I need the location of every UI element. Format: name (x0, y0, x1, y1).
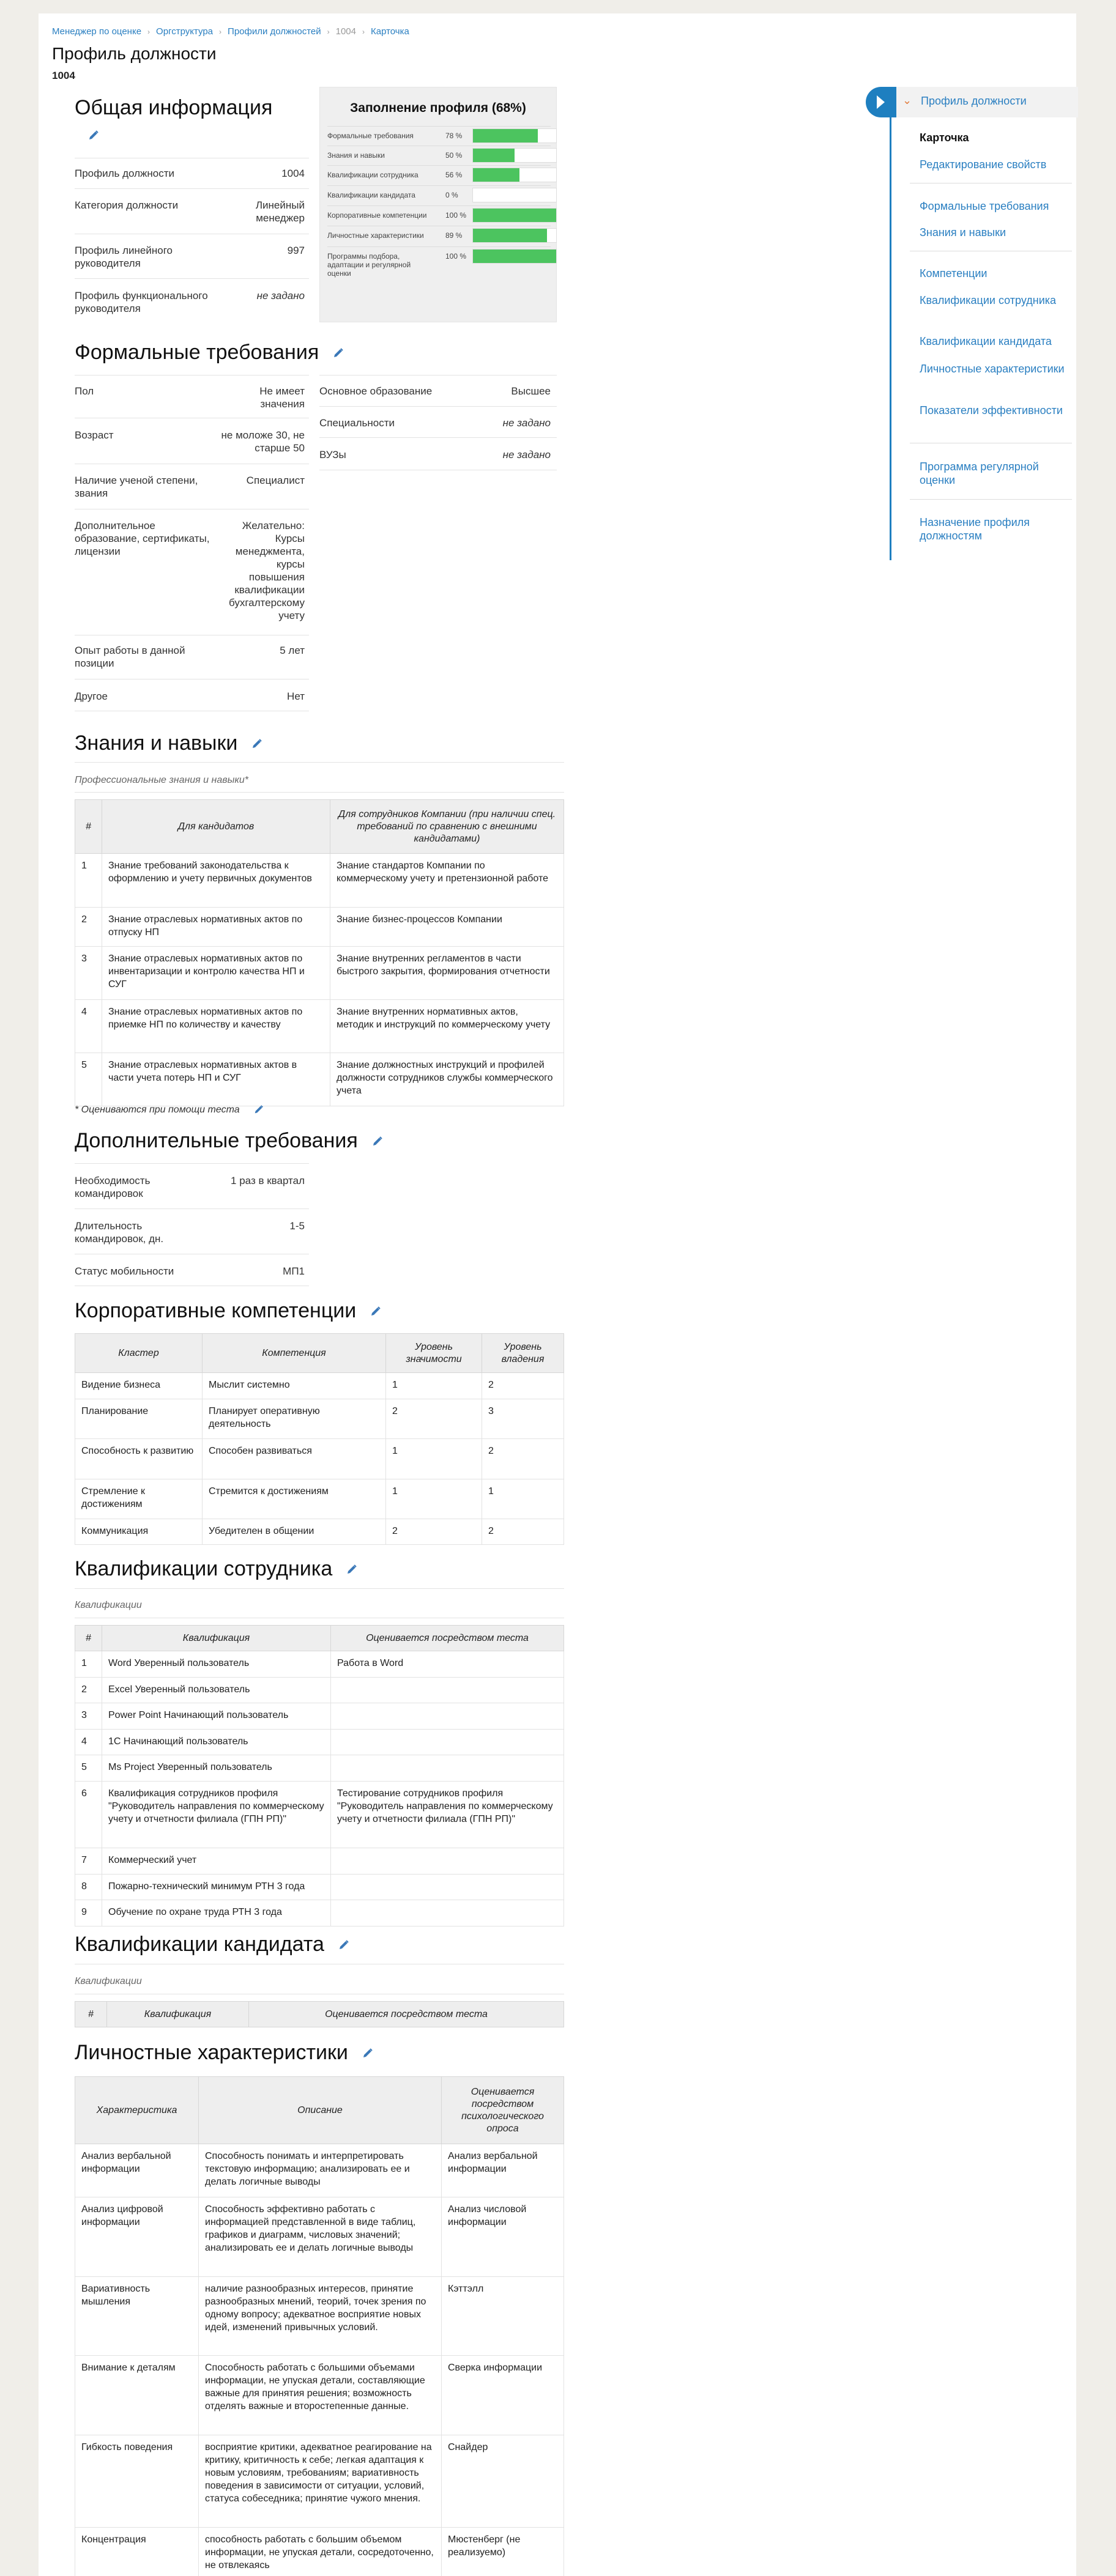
col-header: Характеристика (75, 2077, 199, 2144)
table-row (75, 908, 564, 947)
formal-label: Пол (75, 385, 94, 397)
col-header: # (75, 800, 102, 854)
cell: Анализ вербальной информации (442, 2144, 564, 2197)
fill-percent: 100 % (445, 211, 467, 220)
knowledge-section-title (75, 731, 263, 755)
cell: Сверка информации (442, 2356, 564, 2435)
table-row (75, 947, 564, 1000)
fill-label: Личностные характеристики (327, 231, 424, 240)
breadcrumb-org-structure[interactable]: Оргструктура (156, 26, 214, 37)
col-header: # (75, 2002, 107, 2027)
cell: Концентрация (75, 2528, 199, 2576)
edit-emp-quals-pencil-icon[interactable] (346, 1563, 358, 1575)
table-row (75, 1678, 564, 1703)
fill-row (327, 226, 551, 244)
col-header: Оценивается посредством теста (331, 1626, 564, 1651)
edit-general-pencil-icon[interactable] (87, 129, 100, 141)
cell: 3 (75, 1703, 102, 1730)
breadcrumb-profile-id: 1004 (335, 26, 356, 37)
cell: 2 (482, 1519, 564, 1545)
fill-row (327, 165, 551, 183)
formal-label: Специальности (319, 417, 395, 429)
formal-label: Наличие ученой степени, звания (75, 475, 198, 499)
competencies-table (75, 1333, 564, 1545)
col-header: Уровень владения (482, 1334, 564, 1373)
sidebar-item-assign-profile[interactable]: Назначение профиля должностям (920, 516, 1030, 542)
edit-extra-pencil-icon[interactable] (371, 1135, 384, 1147)
general-value: 1004 (281, 168, 305, 179)
competencies-section-title (75, 1299, 382, 1323)
fill-row (327, 205, 551, 224)
general-section-title (75, 96, 272, 120)
fill-label: Формальные требования (327, 131, 414, 140)
cell: 1 (75, 1651, 102, 1678)
chevron-right-icon: › (362, 27, 365, 36)
col-header: Уровень значимости (386, 1334, 482, 1373)
knowledge-title-text: Знания и навыки (75, 731, 238, 755)
table-row (75, 2528, 564, 2576)
cell: 4 (75, 1730, 102, 1755)
col-header: Квалификация (107, 2002, 249, 2027)
cell: 4 (75, 1000, 102, 1053)
page-id: 1004 (52, 70, 75, 81)
table-row (75, 1900, 564, 1926)
general-label: Профиль линейного руководителя (75, 245, 173, 269)
sidebar-item-kpi[interactable]: Показатели эффективности (920, 404, 1063, 416)
cell: 1С Начинающий пользователь (102, 1730, 331, 1755)
fill-row (327, 126, 551, 144)
cell: 9 (75, 1900, 102, 1926)
cell: Способен развиваться (203, 1439, 386, 1479)
cell (331, 1678, 564, 1703)
formal-label: Другое (75, 690, 108, 702)
formal-value: Высшее (511, 385, 551, 397)
fill-label: Знания и навыки (327, 151, 385, 160)
table-row (75, 2144, 564, 2197)
table-row (75, 1399, 564, 1439)
personal-section-title (75, 2041, 374, 2065)
emp-quals-section-title (75, 1557, 358, 1581)
table-row (75, 1439, 564, 1479)
general-value: Линейный менеджер (255, 199, 305, 224)
competencies-title-text: Корпоративные компетенции (75, 1299, 357, 1322)
fill-bar (472, 249, 557, 264)
cell: Способность работать с большими объемами информации, не упуская детали, составляющие важные для принятия решения; возможность отделять важные и второстепенные данные. (199, 2356, 442, 2435)
cell: способность работать с большим объемом информации, не упуская детали, сосредоточенно, не отвлекаясь (199, 2528, 442, 2576)
formal-value: не моложе 30, не старше 50 (221, 429, 305, 454)
cell: Способность понимать и интерпретировать текстовую информацию; анализировать ее и делать логичные выводы (199, 2144, 442, 2197)
formal-value: не задано (502, 417, 551, 429)
formal-label: Основное образование (319, 385, 433, 397)
table-row (75, 1703, 564, 1730)
fill-label: Квалификации сотрудника (327, 171, 418, 179)
knowledge-subtitle: Профессиональные знания и навыки* (75, 775, 249, 785)
cell: 3 (75, 947, 102, 1000)
table-row (75, 1848, 564, 1875)
cell: 1 (386, 1479, 482, 1519)
play-arrow-icon (877, 95, 885, 109)
cell: Анализ цифровой информации (75, 2197, 199, 2277)
table-row (75, 1875, 564, 1900)
fill-bar (472, 128, 557, 143)
cell: Анализ вербальной информации (75, 2144, 199, 2197)
cell: 2 (75, 1678, 102, 1703)
cand-quals-title-text: Квалификации кандидата (75, 1933, 324, 1956)
cell: Квалификация сотрудников профиля "Руководитель направления по коммерческому учету и отчетности филиала (ГПН РП)" (102, 1782, 331, 1848)
cell: Работа в Word (331, 1651, 564, 1678)
cell: наличие разнообразных интересов, принятие разнообразных мнений, теорий, точек зрения по одному вопросу; адекватное восприятие новых идей, изменений привычных условий. (199, 2277, 442, 2356)
cell: Анализ числовой информации (442, 2197, 564, 2277)
cell: Знание отраслевых нормативных актов по инвентаризации и контролю качества НП и СУГ (102, 947, 330, 1000)
cell: Мыслит системно (203, 1373, 386, 1399)
fill-percent: 89 % (445, 231, 463, 240)
cell: Мюстенберг (не реализуемо) (442, 2528, 564, 2576)
cell: 2 (386, 1399, 482, 1439)
formal-value: Желательно: Курсы менеджмента, курсы повышения квалификации бухгалтерскому учету (228, 520, 305, 621)
cell: Снайдер (442, 2435, 564, 2528)
formal-title-text: Формальные требования (75, 341, 319, 364)
col-header: Оценивается посредством психологического опроса (442, 2077, 564, 2144)
cell: Видение бизнеса (75, 1373, 203, 1399)
cell: Способность к развитию (75, 1439, 203, 1479)
breadcrumb-job-profiles[interactable]: Профили должностей (228, 26, 321, 37)
extra-value: 1-5 (289, 1220, 305, 1232)
cell: 1 (386, 1439, 482, 1479)
knowledge-table (75, 799, 564, 1106)
chevron-right-icon: › (219, 27, 222, 36)
knowledge-footnote (75, 1104, 266, 1116)
cell: Знание внутренних нормативных актов, методик и инструкций по коммерческому учету (330, 1000, 564, 1053)
col-header: # (75, 1626, 102, 1651)
fill-label: Программы подбора, адаптации и регулярной оценки (327, 252, 411, 278)
cell (331, 1730, 564, 1755)
cell: Способность эффективно работать с информацией представленной в виде таблиц, графиков и диаграмм, числовых значений; анализировать ее и делать логичные выводы (199, 2197, 442, 2277)
cand-quals-table (75, 2001, 564, 2027)
general-value: 997 (287, 245, 305, 256)
edit-cand-quals-pencil-icon[interactable] (338, 1939, 350, 1951)
cell: 3 (482, 1399, 564, 1439)
cell: Знание отраслевых нормативных актов по отпуску НП (102, 908, 330, 947)
chevron-right-icon: › (327, 27, 330, 36)
breadcrumb-assessment-manager[interactable]: Менеджер по оценке (52, 26, 142, 37)
fill-percent: 78 % (445, 131, 463, 140)
cell: Коммуникация (75, 1519, 203, 1545)
fill-row (327, 246, 551, 277)
cell: 6 (75, 1782, 102, 1848)
fill-bar (472, 228, 557, 243)
fill-percent: 56 % (445, 171, 463, 179)
col-header: Для сотрудников Компании (при наличии спец. требований по сравнению с внешними кандидатами) (330, 800, 564, 854)
general-label: Профиль должности (75, 168, 175, 179)
col-header: Описание (199, 2077, 442, 2144)
table-row (75, 2356, 564, 2435)
edit-knowledge-pencil-icon[interactable] (251, 738, 263, 750)
cell: 7 (75, 1848, 102, 1875)
table-row (75, 1651, 564, 1678)
formal-label: Опыт работы в данной позиции (75, 645, 185, 669)
extra-label: Длительность командировок, дн. (75, 1220, 164, 1245)
sidebar-item-knowledge[interactable]: Знания и навыки (920, 226, 1006, 239)
table-row (75, 1782, 564, 1848)
sidebar-item-formal[interactable]: Формальные требования (920, 200, 1049, 212)
formal-label: ВУЗы (319, 449, 346, 461)
col-header: Оценивается посредством теста (249, 2002, 564, 2027)
formal-label: Дополнительное образование, сертификаты, лицензии (75, 520, 210, 557)
table-row (75, 2435, 564, 2528)
cell: Тестирование сотрудников профиля "Руководитель направления по коммерческому учету и отчетности филиала (ГПН РП)" (331, 1782, 564, 1848)
general-label: Профиль функционального руководителя (75, 290, 208, 314)
profile-fill-panel (319, 87, 557, 322)
cell: Знание отраслевых нормативных актов по приемке НП по количеству и качеству (102, 1000, 330, 1053)
table-row (75, 1519, 564, 1545)
col-header: Для кандидатов (102, 800, 330, 854)
chevron-right-icon: › (147, 27, 151, 36)
extra-value: МП1 (283, 1265, 305, 1277)
sidebar-header-label: Профиль должности (921, 95, 1027, 107)
formal-value: Специалист (246, 475, 305, 486)
cell: Ms Project Уверенный пользователь (102, 1755, 331, 1782)
table-row (75, 1000, 564, 1053)
cell: Знание должностных инструкций и профилей должности сотрудников службы коммерческого учета (330, 1053, 564, 1106)
cell: Планирует оперативную деятельность (203, 1399, 386, 1439)
extra-label: Статус мобильности (75, 1265, 174, 1277)
cell: 2 (75, 908, 102, 947)
formal-value: 5 лет (280, 645, 305, 656)
extra-value: 1 раз в квартал (231, 1175, 305, 1186)
cell: 2 (482, 1373, 564, 1399)
table-row (75, 2197, 564, 2277)
edit-personal-pencil-icon[interactable] (362, 2047, 374, 2059)
cell: Знание требований законодательства к оформлению и учету первичных документов (102, 854, 330, 908)
table-row (75, 854, 564, 908)
extra-label: Необходимость командировок (75, 1175, 151, 1199)
breadcrumb-card[interactable]: Карточка (371, 26, 409, 37)
cell: восприятие критики, адекватное реагирование на критику, критичность к себе; легкая адаптация к новым условиям, требованиям; вариативность поведения в зависимости от ситуации, условий, статуса собеседника; принятие чужого мнения. (199, 2435, 442, 2528)
cell: Планирование (75, 1399, 203, 1439)
formal-section-title (75, 341, 344, 365)
cell (331, 1875, 564, 1900)
table-row (75, 1755, 564, 1782)
emp-quals-title-text: Квалификации сотрудника (75, 1557, 333, 1580)
general-value: не задано (256, 290, 305, 302)
sidebar-item-emp-quals[interactable]: Квалификации сотрудника (920, 294, 1057, 306)
cell: Пожарно-технический минимум РТН 3 года (102, 1875, 331, 1900)
sidebar-item-competencies[interactable]: Компетенции (920, 267, 988, 279)
cell: 2 (482, 1439, 564, 1479)
cell: Внимание к деталям (75, 2356, 199, 2435)
sidebar-item-regular-assessment[interactable]: Программа регулярной оценки (920, 461, 1039, 486)
cell: 1 (75, 854, 102, 908)
formal-value: Не имеет значения (259, 385, 305, 410)
breadcrumb (52, 26, 409, 37)
fill-percent: 100 % (445, 252, 467, 261)
table-row (75, 1479, 564, 1519)
formal-value: Нет (287, 690, 305, 702)
cell: Word Уверенный пользователь (102, 1651, 331, 1678)
cell (331, 1848, 564, 1875)
cell (331, 1900, 564, 1926)
emp-quals-subtitle: Квалификации (75, 1600, 142, 1610)
formal-value: не задано (502, 449, 551, 461)
cell: Гибкость поведения (75, 2435, 199, 2528)
fill-row (327, 146, 551, 164)
edit-footnote-pencil-icon[interactable] (253, 1104, 266, 1116)
sidebar (890, 87, 1076, 560)
fill-bar (472, 148, 557, 163)
chevron-down-icon: ⌄ (902, 94, 912, 106)
cell: Стремление к достижениям (75, 1479, 203, 1519)
edit-formal-pencil-icon[interactable] (332, 347, 344, 359)
table-row (75, 1373, 564, 1399)
cand-quals-section-title (75, 1933, 350, 1956)
fill-row (327, 185, 551, 204)
cell: Знание отраслевых нормативных актов в части учета потерь НП и СУГ (102, 1053, 330, 1106)
footnote-text: * Оцениваются при помощи теста (75, 1105, 240, 1115)
personal-title-text: Личностные характеристики (75, 2041, 348, 2064)
fill-label: Корпоративные компетенции (327, 211, 427, 220)
cell (331, 1703, 564, 1730)
cell: 1 (386, 1373, 482, 1399)
sidebar-toggle-button[interactable] (866, 87, 896, 117)
cell: 5 (75, 1053, 102, 1106)
general-label: Категория должности (75, 199, 179, 211)
cell: Знание внутренних регламентов в части быстрого закрытия, формирования отчетности (330, 947, 564, 1000)
fill-bar (472, 188, 557, 202)
cell: 2 (386, 1519, 482, 1545)
cell: Знание бизнес-процессов Компании (330, 908, 564, 947)
fill-percent: 0 % (445, 191, 458, 199)
profile-fill-title: Заполнение профиля (68%) (350, 101, 526, 115)
extra-section-title (75, 1129, 384, 1153)
page-title: Профиль должности (52, 44, 217, 63)
cell: Коммерческий учет (102, 1848, 331, 1875)
col-header: Кластер (75, 1334, 203, 1373)
cell: 5 (75, 1755, 102, 1782)
sidebar-header[interactable] (891, 87, 1078, 117)
cell: 8 (75, 1875, 102, 1900)
extra-title-text: Дополнительные требования (75, 1129, 358, 1152)
edit-competencies-pencil-icon[interactable] (370, 1305, 382, 1317)
cell: Обучение по охране труда РТН 3 года (102, 1900, 331, 1926)
formal-label: Возраст (75, 429, 114, 441)
sidebar-item-personal[interactable]: Личностные характеристики (920, 363, 1065, 375)
table-row (75, 2277, 564, 2356)
cell: Кэттэлл (442, 2277, 564, 2356)
col-header: Компетенция (203, 1334, 386, 1373)
table-row (75, 1053, 564, 1106)
cell: Power Point Начинающий пользователь (102, 1703, 331, 1730)
fill-bar (472, 208, 557, 223)
cell: 1 (482, 1479, 564, 1519)
cell (331, 1755, 564, 1782)
table-row (75, 1730, 564, 1755)
sidebar-item-cand-quals[interactable]: Квалификации кандидата (920, 335, 1052, 347)
cand-quals-subtitle: Квалификации (75, 1976, 142, 1986)
col-header: Квалификация (102, 1626, 331, 1651)
sidebar-item-edit-properties[interactable]: Редактирование свойств (920, 158, 1047, 171)
fill-label: Квалификации кандидата (327, 191, 415, 199)
personal-table (75, 2076, 564, 2576)
general-title-text: Общая информация (75, 96, 273, 119)
emp-quals-table (75, 1625, 564, 1926)
fill-percent: 50 % (445, 151, 463, 160)
cell: Стремится к достижениям (203, 1479, 386, 1519)
cell: Знание стандартов Компании по коммерческому учету и претензионной работе (330, 854, 564, 908)
cell: Убедителен в общении (203, 1519, 386, 1545)
cell: Вариативность мышления (75, 2277, 199, 2356)
sidebar-item-card[interactable]: Карточка (920, 131, 969, 144)
fill-bar (472, 168, 557, 182)
cell: Excel Уверенный пользователь (102, 1678, 331, 1703)
